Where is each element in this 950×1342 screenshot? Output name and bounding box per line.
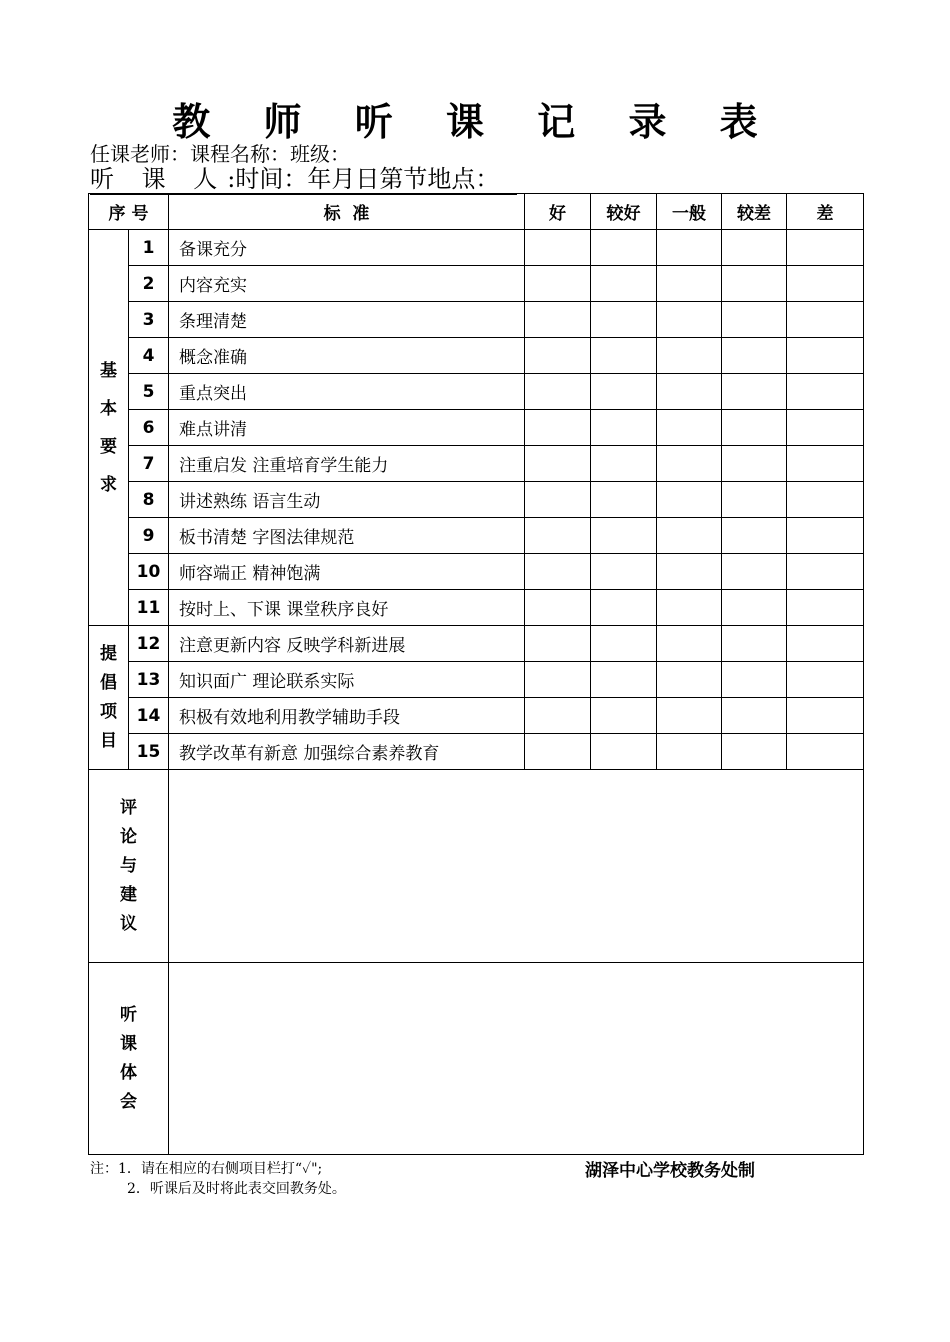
row-number: 8 <box>129 482 169 518</box>
rating-cell-average[interactable] <box>657 302 722 338</box>
section_basic-char: 要 <box>100 436 117 457</box>
section_comments-char: 议 <box>120 913 137 934</box>
issuer-label: 湖泽中心学校教务处制 <box>585 1161 755 1181</box>
section_basic-char: 求 <box>100 474 117 495</box>
col-header-standard: 标 准 <box>169 194 525 230</box>
evaluation-table <box>88 193 864 1155</box>
col-header-seq: 序 号 <box>89 194 169 230</box>
rating-cell-average[interactable] <box>657 482 722 518</box>
rating-cell-good[interactable] <box>525 446 591 482</box>
row-number: 14 <box>129 698 169 734</box>
rating-cell-fairly-poor[interactable] <box>722 662 787 698</box>
row-standard: 难点讲清 <box>169 410 525 446</box>
rating-cell-fairly-good[interactable] <box>591 590 657 626</box>
rating-cell-fairly-good[interactable] <box>591 518 657 554</box>
row-number: 7 <box>129 446 169 482</box>
rating-cell-fairly-poor[interactable] <box>722 266 787 302</box>
row-standard: 概念准确 <box>169 338 525 374</box>
row-number: 6 <box>129 410 169 446</box>
rating-cell-good[interactable] <box>525 410 591 446</box>
table-row <box>89 482 864 518</box>
table-row <box>89 662 864 698</box>
section_comments-char: 评 <box>120 797 137 818</box>
section_advocated-char: 倡 <box>100 672 117 693</box>
page-title: 教 师 听 课 记 录 表 <box>172 100 778 144</box>
rating-cell-fairly-good[interactable] <box>591 734 657 770</box>
rating-cell-fairly-good[interactable] <box>591 554 657 590</box>
table-row <box>89 770 864 963</box>
rating-cell-average[interactable] <box>657 590 722 626</box>
row-number: 13 <box>129 662 169 698</box>
rating-cell-fairly-poor[interactable] <box>722 518 787 554</box>
rating-cell-fairly-poor[interactable] <box>722 590 787 626</box>
rating-cell-good[interactable] <box>525 590 591 626</box>
rating-cell-poor[interactable] <box>787 626 864 662</box>
row-number: 9 <box>129 518 169 554</box>
rating-cell-fairly-poor[interactable] <box>722 482 787 518</box>
observer-label: 听 课 人 <box>90 165 228 193</box>
row-number: 12 <box>129 626 169 662</box>
rating-cell-fairly-good[interactable] <box>591 698 657 734</box>
section_advocated-label <box>89 626 129 770</box>
section_comments-char: 建 <box>120 884 137 905</box>
rating-cell-average[interactable] <box>657 518 722 554</box>
rating-cell-fairly-poor[interactable] <box>722 302 787 338</box>
rating-cell-fairly-good[interactable] <box>591 266 657 302</box>
row-number: 11 <box>129 590 169 626</box>
rating-cell-poor[interactable] <box>787 302 864 338</box>
table-row <box>89 338 864 374</box>
table-row <box>89 626 864 662</box>
table-row <box>89 554 864 590</box>
header-course-info: 任课老师：课程名称：班级： <box>90 142 350 166</box>
row-number: 4 <box>129 338 169 374</box>
table-row <box>89 230 864 266</box>
rating-cell-good[interactable] <box>525 230 591 266</box>
row-standard: 内容充实 <box>169 266 525 302</box>
rating-cell-fairly-poor[interactable] <box>722 626 787 662</box>
rating-cell-fairly-poor[interactable] <box>722 446 787 482</box>
row-standard: 注意更新内容 反映学科新进展 <box>169 626 525 662</box>
rating-cell-poor[interactable] <box>787 338 864 374</box>
rating-cell-fairly-poor[interactable] <box>722 338 787 374</box>
col-header-good: 好 <box>525 194 591 230</box>
rating-cell-good[interactable] <box>525 338 591 374</box>
rating-cell-average[interactable] <box>657 554 722 590</box>
rating-cell-poor[interactable] <box>787 482 864 518</box>
row-number: 15 <box>129 734 169 770</box>
row-number: 3 <box>129 302 169 338</box>
rating-cell-fairly-poor[interactable] <box>722 230 787 266</box>
row-number: 10 <box>129 554 169 590</box>
table-row <box>89 302 864 338</box>
rating-cell-fairly-good[interactable] <box>591 482 657 518</box>
row-standard: 师容端正 精神饱满 <box>169 554 525 590</box>
rating-cell-good[interactable] <box>525 554 591 590</box>
rating-cell-good[interactable] <box>525 698 591 734</box>
row-standard: 备课充分 <box>169 230 525 266</box>
row-standard: 教学改革有新意 加强综合素养教育 <box>169 734 525 770</box>
row-number: 1 <box>129 230 169 266</box>
rating-cell-fairly-good[interactable] <box>591 446 657 482</box>
row-standard: 重点突出 <box>169 374 525 410</box>
table-row <box>89 374 864 410</box>
row-standard: 知识面广 理论联系实际 <box>169 662 525 698</box>
table-row <box>89 518 864 554</box>
section_experience-char: 体 <box>120 1062 137 1083</box>
rating-cell-good[interactable] <box>525 302 591 338</box>
rating-cell-fairly-good[interactable] <box>591 302 657 338</box>
rating-cell-average[interactable] <box>657 446 722 482</box>
table-row <box>89 963 864 1155</box>
experience-area[interactable] <box>169 963 864 1155</box>
rating-cell-poor[interactable] <box>787 698 864 734</box>
table-header-row <box>89 194 864 230</box>
rating-cell-average[interactable] <box>657 230 722 266</box>
table-row <box>89 698 864 734</box>
table-row <box>89 266 864 302</box>
time-location-label: :时间：年月日第节地点： <box>227 165 500 193</box>
rating-cell-poor[interactable] <box>787 590 864 626</box>
rating-cell-fairly-good[interactable] <box>591 662 657 698</box>
note-1: 注：1．请在相应的右侧项目栏打“✓"; <box>90 1161 323 1177</box>
rating-cell-fairly-poor[interactable] <box>722 554 787 590</box>
rating-cell-fairly-good[interactable] <box>591 230 657 266</box>
rating-cell-fairly-poor[interactable] <box>722 734 787 770</box>
row-standard: 板书清楚 字图法律规范 <box>169 518 525 554</box>
note-2: 2．听课后及时将此表交回教务处。 <box>127 1181 346 1197</box>
rating-cell-poor[interactable] <box>787 266 864 302</box>
row-standard: 注重启发 注重培育学生能力 <box>169 446 525 482</box>
col-header-fairly-good: 较好 <box>591 194 657 230</box>
rating-cell-average[interactable] <box>657 338 722 374</box>
rating-cell-poor[interactable] <box>787 554 864 590</box>
section_advocated-char: 提 <box>100 643 117 664</box>
rating-cell-average[interactable] <box>657 266 722 302</box>
rating-cell-good[interactable] <box>525 626 591 662</box>
rating-cell-fairly-poor[interactable] <box>722 374 787 410</box>
rating-cell-poor[interactable] <box>787 374 864 410</box>
rating-cell-good[interactable] <box>525 734 591 770</box>
section_basic-label <box>89 230 129 626</box>
section_experience-char: 听 <box>120 1004 137 1025</box>
section_advocated-char: 项 <box>100 701 117 722</box>
section_experience-char: 会 <box>120 1091 137 1112</box>
section_experience-label <box>89 963 169 1155</box>
rating-cell-good[interactable] <box>525 374 591 410</box>
rating-cell-good[interactable] <box>525 518 591 554</box>
rating-cell-poor[interactable] <box>787 410 864 446</box>
row-standard: 积极有效地利用教学辅助手段 <box>169 698 525 734</box>
col-header-fairly-poor: 较差 <box>722 194 787 230</box>
rating-cell-poor[interactable] <box>787 230 864 266</box>
table-row <box>89 590 864 626</box>
rating-cell-poor[interactable] <box>787 734 864 770</box>
row-standard: 讲述熟练 语言生动 <box>169 482 525 518</box>
rating-cell-average[interactable] <box>657 626 722 662</box>
rating-cell-average[interactable] <box>657 374 722 410</box>
section_comments-char: 与 <box>120 855 137 876</box>
section_advocated-char: 目 <box>100 730 117 751</box>
table-row <box>89 410 864 446</box>
row-number: 2 <box>129 266 169 302</box>
col-header-average: 一般 <box>657 194 722 230</box>
section_comments-char: 论 <box>120 826 137 847</box>
rating-cell-average[interactable] <box>657 662 722 698</box>
header-observer-info <box>90 164 517 195</box>
section_comments-label <box>89 770 169 963</box>
row-number: 5 <box>129 374 169 410</box>
section_experience-char: 课 <box>120 1033 137 1054</box>
rating-cell-fairly-good[interactable] <box>591 374 657 410</box>
section_basic-char: 基 <box>100 360 117 381</box>
rating-cell-fairly-good[interactable] <box>591 338 657 374</box>
table-row <box>89 734 864 770</box>
rating-cell-good[interactable] <box>525 482 591 518</box>
rating-cell-fairly-poor[interactable] <box>722 410 787 446</box>
rating-cell-poor[interactable] <box>787 662 864 698</box>
rating-cell-fairly-good[interactable] <box>591 410 657 446</box>
section_basic-char: 本 <box>100 398 117 419</box>
rating-cell-fairly-poor[interactable] <box>722 698 787 734</box>
col-header-poor: 差 <box>787 194 864 230</box>
rating-cell-good[interactable] <box>525 266 591 302</box>
row-standard: 按时上、下课 课堂秩序良好 <box>169 590 525 626</box>
rating-cell-poor[interactable] <box>787 446 864 482</box>
rating-cell-good[interactable] <box>525 662 591 698</box>
comments-area[interactable] <box>169 770 864 963</box>
rating-cell-average[interactable] <box>657 734 722 770</box>
table-row <box>89 446 864 482</box>
rating-cell-average[interactable] <box>657 410 722 446</box>
rating-cell-average[interactable] <box>657 698 722 734</box>
rating-cell-poor[interactable] <box>787 518 864 554</box>
rating-cell-fairly-good[interactable] <box>591 626 657 662</box>
row-standard: 条理清楚 <box>169 302 525 338</box>
